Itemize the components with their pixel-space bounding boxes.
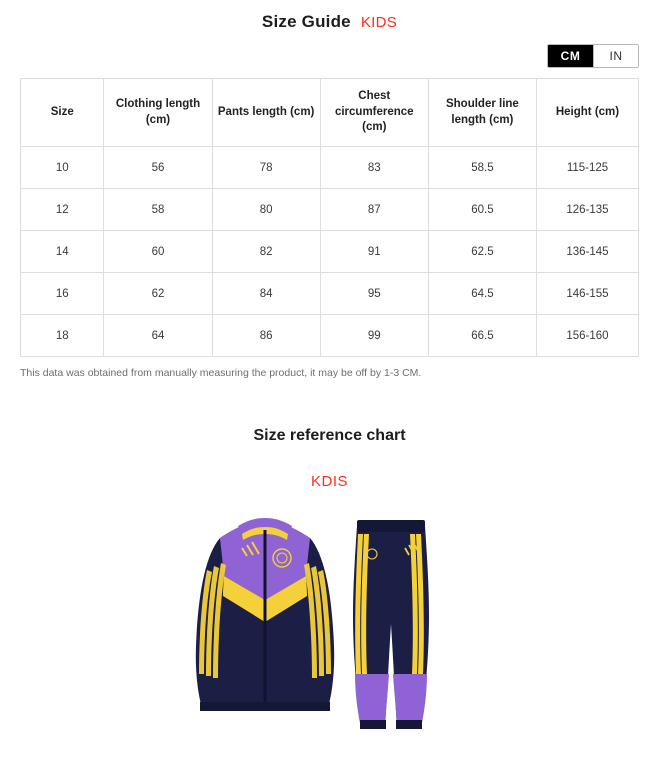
cell-height: 156-160 — [536, 315, 638, 357]
cell-size: 14 — [21, 231, 104, 273]
cell-size: 18 — [21, 315, 104, 357]
cell-pants-length: 78 — [212, 147, 320, 189]
cell-shoulder-line-length: 66.5 — [428, 315, 536, 357]
cell-pants-length: 82 — [212, 231, 320, 273]
cell-clothing-length: 58 — [104, 189, 212, 231]
jacket-illustration-group — [195, 518, 333, 711]
cell-clothing-length: 64 — [104, 315, 212, 357]
tracksuit-illustration-svg — [190, 496, 470, 746]
unit-toggle-container — [0, 44, 659, 68]
tracksuit-illustration — [0, 496, 659, 746]
cell-chest-circumference: 87 — [320, 189, 428, 231]
cell-height: 115-125 — [536, 147, 638, 189]
cell-chest-circumference: 99 — [320, 315, 428, 357]
column-header-height: Height (cm) — [536, 79, 638, 147]
cell-size: 10 — [21, 147, 104, 189]
page-title: Size Guide — [261, 12, 351, 31]
reference-chart-title: Size reference chart — [253, 427, 406, 444]
column-header-clothing-length: Clothing length (cm) — [104, 79, 212, 147]
cell-chest-circumference: 95 — [320, 273, 428, 315]
cell-shoulder-line-length: 62.5 — [428, 231, 536, 273]
cell-pants-length: 86 — [212, 315, 320, 357]
unit-toggle[interactable] — [547, 44, 639, 68]
cell-clothing-length: 60 — [104, 231, 212, 273]
column-header-size: Size — [21, 79, 104, 147]
measurement-note: This data was obtained from manually measuring the product, it may be off by 1-3 CM. — [20, 367, 422, 379]
header-kids-badge: KIDS — [360, 14, 398, 31]
cell-shoulder-line-length: 64.5 — [428, 273, 536, 315]
table-row — [21, 189, 639, 231]
column-header-pants-length: Pants length (cm) — [212, 79, 320, 147]
size-table — [20, 78, 639, 357]
column-header-shoulder-line-length: Shoulder line length (cm) — [428, 79, 536, 147]
table-row — [21, 147, 639, 189]
cell-shoulder-line-length: 60.5 — [428, 189, 536, 231]
column-header-chest-circumference: Chest circumference (cm) — [320, 79, 428, 147]
cell-pants-length: 80 — [212, 189, 320, 231]
cell-pants-length: 84 — [212, 273, 320, 315]
cell-size: 12 — [21, 189, 104, 231]
unit-option-cm[interactable]: CM — [548, 45, 593, 67]
page-header — [0, 0, 659, 32]
pants-illustration-group — [353, 520, 429, 729]
reference-chart-subtitle: KDIS — [310, 473, 348, 490]
table-row — [21, 231, 639, 273]
cell-clothing-length: 56 — [104, 147, 212, 189]
size-table-container — [0, 78, 659, 357]
cell-height: 136-145 — [536, 231, 638, 273]
cell-height: 146-155 — [536, 273, 638, 315]
cell-shoulder-line-length: 58.5 — [428, 147, 536, 189]
cell-size: 16 — [21, 273, 104, 315]
table-row — [21, 273, 639, 315]
table-header-row — [21, 79, 639, 147]
cell-chest-circumference: 91 — [320, 231, 428, 273]
unit-option-in[interactable]: IN — [593, 45, 638, 67]
table-row — [21, 315, 639, 357]
cell-chest-circumference: 83 — [320, 147, 428, 189]
cell-clothing-length: 62 — [104, 273, 212, 315]
cell-height: 126-135 — [536, 189, 638, 231]
